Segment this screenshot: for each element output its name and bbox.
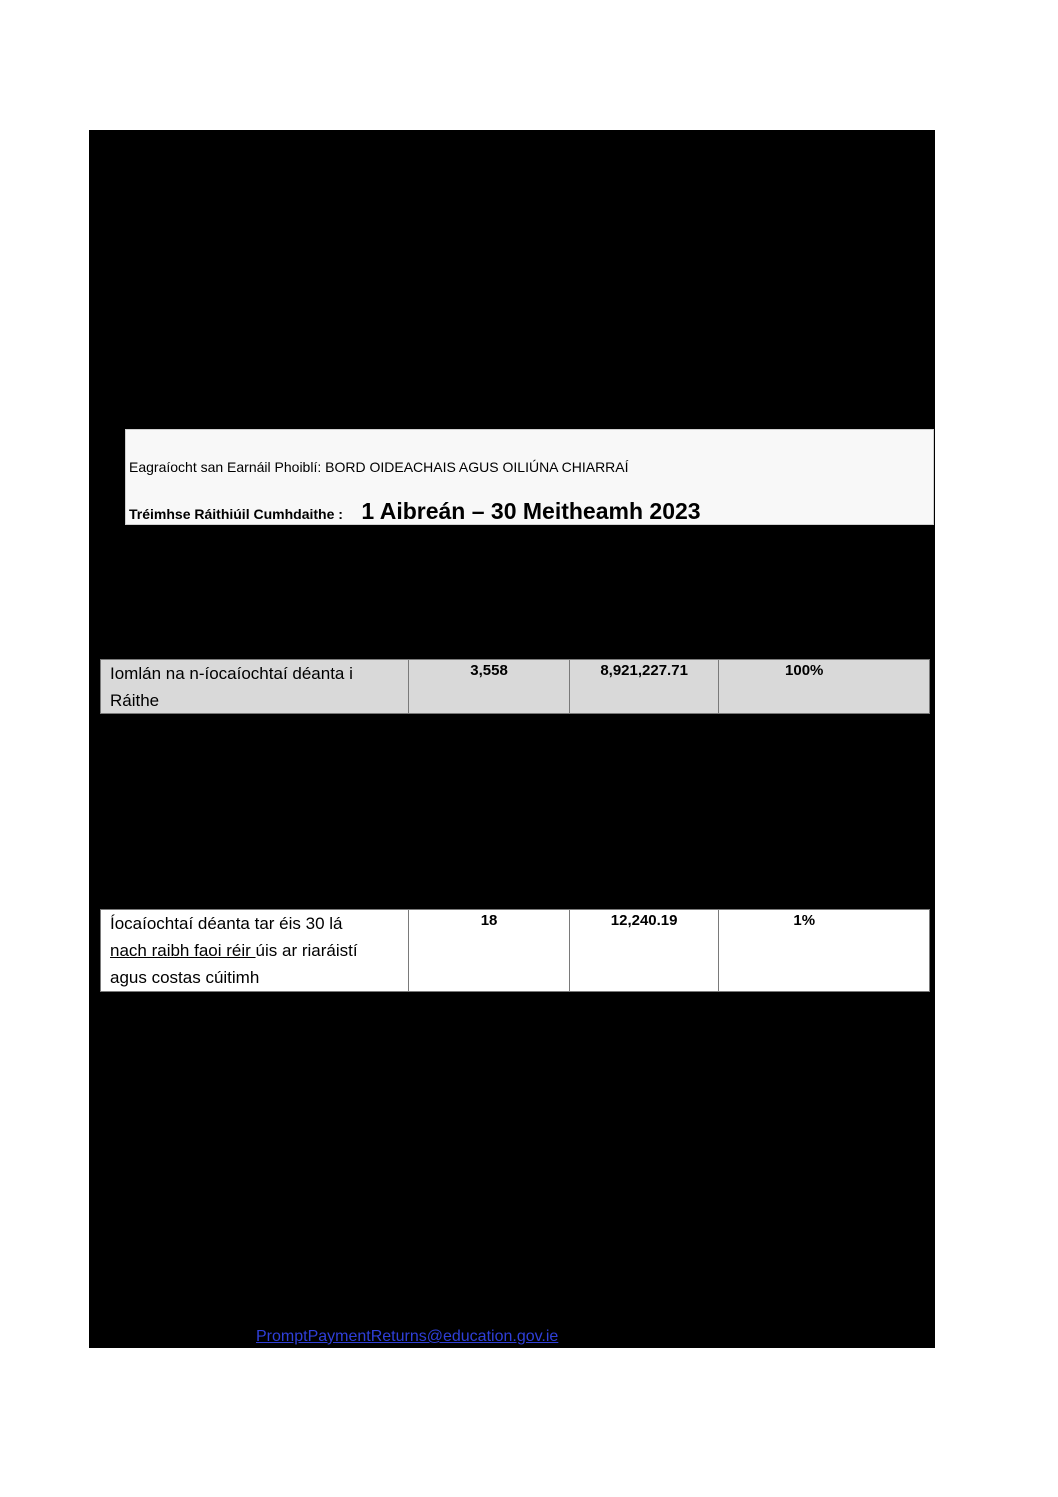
redacted-panel <box>89 130 935 1348</box>
period-line <box>129 498 701 525</box>
header-box <box>125 429 934 525</box>
payment-count: 3,558 <box>409 660 570 713</box>
period-value: 1 Aibreán – 30 Meitheamh 2023 <box>361 498 701 524</box>
organisation-name: BORD OIDEACHAIS AGUS OILIÚNA CHIARRAÍ <box>325 459 629 475</box>
payment-percent: 100% <box>785 662 824 679</box>
payment-percent: 1% <box>793 912 816 929</box>
payment-amount: 8,921,227.71 <box>570 660 720 713</box>
table-row <box>100 659 930 714</box>
organisation-line <box>129 459 629 475</box>
row-label: Íocaíochtaí déanta tar éis 30 lá nach raibh faoi réir úis ar riaráistí agus costas cúitimh <box>101 910 409 991</box>
period-label: Tréimhse Ráithiúil Cumhdaithe : <box>129 506 343 522</box>
table-row <box>100 909 930 992</box>
payment-amount: 12,240.19 <box>570 910 720 991</box>
payment-count: 18 <box>409 910 570 991</box>
row-label: Iomlán na n-íocaíochtaí déanta i Ráithe <box>101 660 409 713</box>
email-link[interactable]: PromptPaymentReturns@education.gov.ie <box>256 1328 559 1345</box>
organisation-label: Eagraíocht san Earnáil Phoiblí: <box>129 459 322 475</box>
